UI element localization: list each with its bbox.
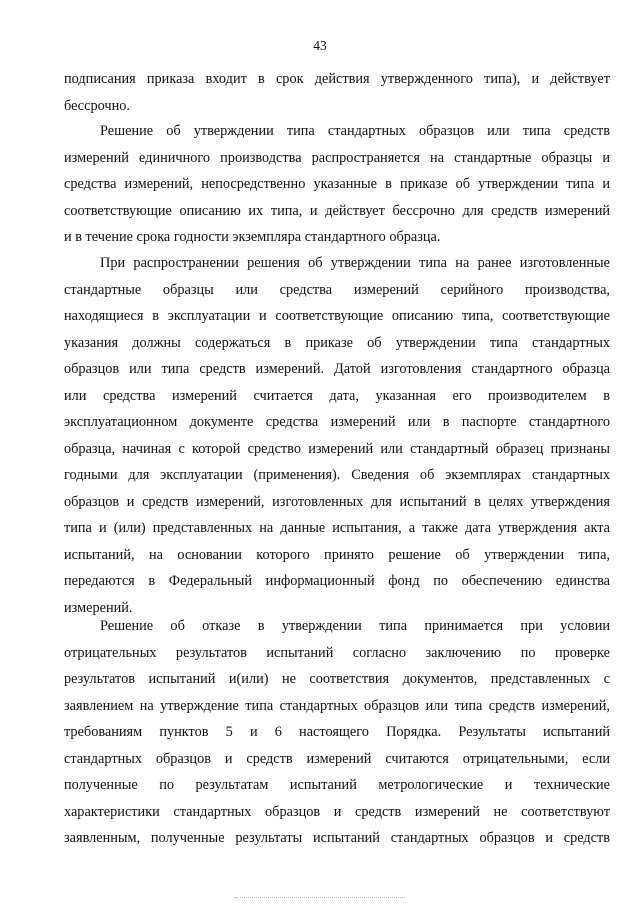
text-line: При распространении решения об утверждении типа на ранее изготовленные <box>100 255 610 271</box>
text-line: образца, начиная с которой средство измерений или стандартный образец признаны <box>64 440 610 457</box>
paragraph-3 <box>64 250 610 621</box>
text-line: годными для эксплуатации (применения). Сведения об экземплярах стандартных <box>64 467 610 483</box>
text-line: или средства измерений считается дата, указанная его производителем в <box>64 387 610 404</box>
text-line: Решение об отказе в утверждении типа принимается при условии <box>100 618 610 634</box>
paragraph-4 <box>64 613 610 852</box>
scan-edge-mark <box>235 897 405 899</box>
text-line: характеристики стандартных образцов и средств измерений не соответствуют <box>64 803 610 820</box>
text-line: средства измерений, непосредственно указанные в приказе об утверждении типа и <box>64 176 610 192</box>
text-line: полученные по результатам испытаний метрологические и технические <box>64 777 610 793</box>
text-line: измерений. <box>64 599 133 616</box>
page-number: 43 <box>313 38 327 53</box>
text-line: находящиеся в эксплуатации и соответствующие описанию типа, соответствующие <box>64 308 610 324</box>
text-line: подписания приказа входит в срок действия утвержденного типа), и действует <box>64 71 610 87</box>
text-line: требованиям пунктов 5 и 6 настоящего Порядка. Результаты испытаний <box>64 724 610 740</box>
text-line: образцов или типа средств измерений. Датой изготовления стандартного образца <box>64 361 610 377</box>
text-line: и в течение срока годности экземпляра стандартного образца. <box>64 229 441 245</box>
text-line: испытаний, на основании которого принято решение об утверждении типа, <box>64 546 610 563</box>
text-line: передаются в Федеральный информационный фонд по обеспечению единства <box>64 573 610 589</box>
text-line: соответствующие описанию их типа, и действует бессрочно для средств измерений <box>64 202 610 219</box>
text-line: стандартные образцы или средства измерений серийного производства, <box>64 281 610 298</box>
text-line: образцов и средств измерений, изготовленных для испытаний в целях утверждения <box>64 493 610 510</box>
paragraph-2 <box>64 118 610 251</box>
text-line: стандартных образцов и средств измерений считаются отрицательными, если <box>64 750 610 767</box>
text-line: типа и (или) представленных на данные испытания, а также дата утверждения акта <box>64 520 610 536</box>
text-line: заявленным, полученные результаты испытаний стандартных образцов и средств <box>64 830 610 846</box>
text-line: указания должны содержаться в приказе об утверждении типа стандартных <box>64 334 610 351</box>
text-line: Решение об утверждении типа стандартных образцов или типа средств <box>100 123 610 139</box>
paragraph-1 <box>64 66 610 119</box>
text-line: отрицательных результатов испытаний согласно заключению по проверке <box>64 644 610 661</box>
text-line: результатов испытаний и(или) не соответствия документов, представленных с <box>64 671 610 687</box>
text-line: бессрочно. <box>64 97 130 114</box>
text-line: заявлением на утверждение типа стандартных образцов или типа средств измерений, <box>64 697 610 714</box>
text-line: измерений единичного производства распространяется на стандартные образцы и <box>64 149 610 166</box>
text-line: эксплуатационном документе средства измерений или в паспорте стандартного <box>64 414 610 430</box>
